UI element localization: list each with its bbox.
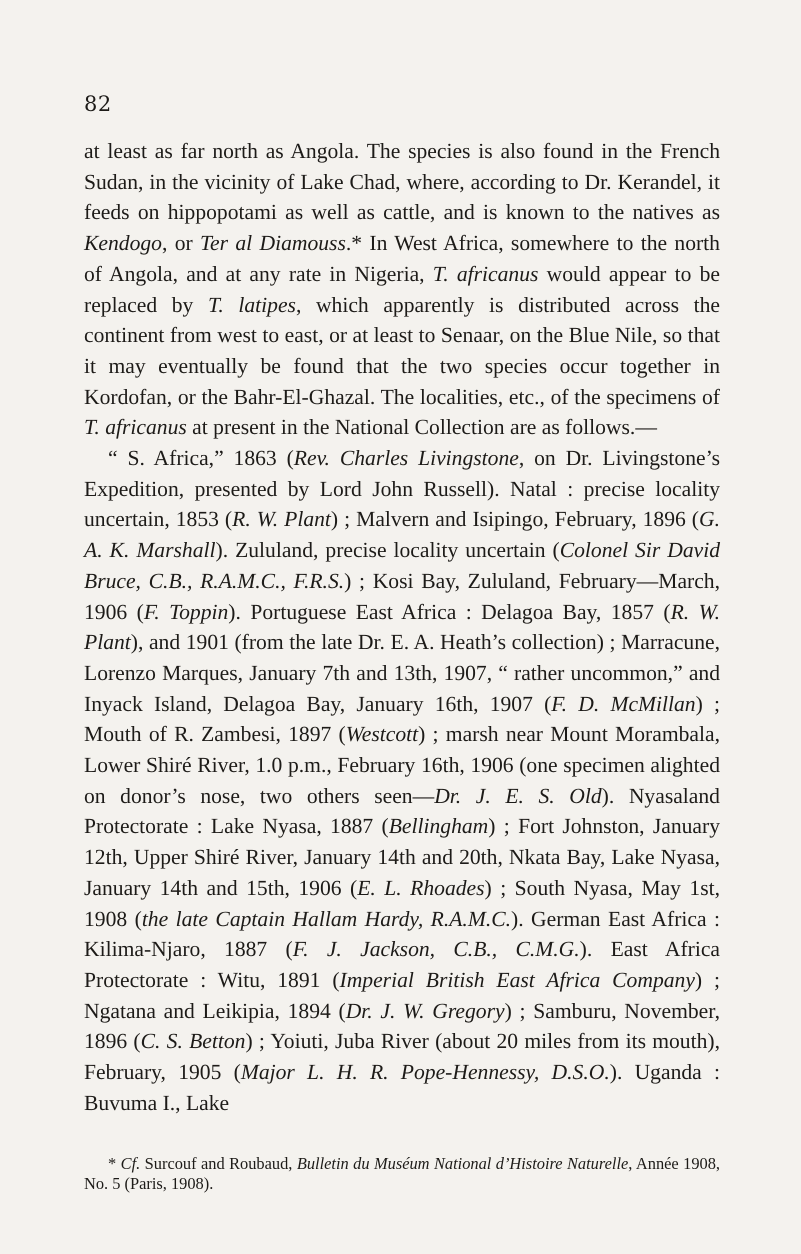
text-run: , or: [161, 231, 201, 256]
italic-text-run: Ter al Diamouss: [200, 231, 346, 256]
italic-text-run: Cf.: [120, 1154, 141, 1173]
italic-text-run: T. africanus: [432, 261, 539, 286]
paragraph: [84, 136, 720, 443]
text-run: would appear to be replaced by: [84, 261, 720, 317]
footnote: [84, 1154, 720, 1194]
text-run: ) ; marsh near Mount Morambala, Lower Shiré River, 1.0 p.m., February 16th, 1906 (one specimen alighted on donor’s nose, two others seen—: [84, 722, 720, 808]
italic-text-run: Bellingham: [388, 814, 489, 839]
text-run: ). East Africa Protectorate : Witu, 1891 (: [84, 937, 721, 992]
text-run: Surcouf and Roubaud,: [140, 1154, 297, 1173]
text-run: ) ; Yoiuti, Juba River (about 20 miles from its mouth), February, 1905 (: [84, 1029, 720, 1085]
italic-text-run: F. Toppin: [143, 599, 229, 624]
italic-text-run: Dr. J. E. S. Old: [434, 783, 602, 808]
page-number: 82: [84, 92, 112, 116]
text-run: ) ; Samburu, November, 1896 (: [84, 998, 720, 1054]
text-run: *: [108, 1154, 121, 1173]
italic-text-run: Westcott: [345, 722, 419, 747]
text-run: at present in the National Collection are as follows.—: [186, 415, 657, 440]
text-run: , which apparently is distributed across the continent from west to east, or at least to Senaar, on the Blue Nile, so that it may eventually be found that the two species occur together in Kordofan, or the Bahr-El-Ghazal. The localities, etc., of the specimens of: [84, 292, 720, 409]
text-run: ) ; Kosi Bay, Zululand, February—March, 1906 (: [84, 568, 720, 624]
text-run: ). Portuguese East Africa : Delagoa Bay, 1857 (: [228, 599, 671, 624]
text-run: .* In West Africa, somewhere to the north of Angola, and at any rate in Nigeria,: [84, 231, 720, 286]
text-run: ) ; Mouth of R. Zambesi, 1897 (: [84, 691, 720, 747]
italic-text-run: Rev. Charles Livingstone: [293, 446, 519, 471]
italic-text-run: E. L. Rhoades: [357, 875, 485, 900]
italic-text-run: C. S. Betton: [140, 1029, 246, 1054]
text-run: at least as far north as Angola. The species is also found in the French Sudan, in the vicinity of Lake Chad, where, according to Dr. Kerandel, it feeds on hippopotami as well as cattle, and is known to the natives as: [84, 139, 720, 225]
italic-text-run: Bulletin du Muséum National d’Histoire Naturelle: [296, 1154, 629, 1173]
text-run: ) ; Fort Johnston, January 12th, Upper Shiré River, January 14th and 20th, Nkata Bay, Lake Nyasa, January 14th and 15th, 1906 (: [84, 814, 721, 900]
text-run: ). Zululand, precise locality uncertain (: [215, 538, 560, 563]
italic-text-run: G. A. K. Marshall: [84, 507, 720, 563]
italic-text-run: F. J. Jackson, C.B., C.M.G.: [292, 937, 580, 962]
text-run: “ S. Africa,” 1863 (: [108, 446, 294, 471]
italic-text-run: the late Captain Hallam Hardy, R.A.M.C.: [141, 906, 512, 931]
italic-text-run: Kendogo: [84, 231, 162, 256]
italic-text-run: Dr. J. W. Gregory: [345, 998, 505, 1023]
italic-text-run: R. W. Plant: [232, 507, 331, 532]
text-run: ). Uganda : Buvuma I., Lake: [84, 1060, 720, 1115]
italic-text-run: F. D. McMillan: [551, 691, 696, 716]
text-run: ) ; Ngatana and Leikipia, 1894 (: [84, 967, 720, 1023]
italic-text-run: Colonel Sir David Bruce, C.B., R.A.M.C., F.R.S.: [84, 538, 720, 593]
italic-text-run: R. W. Plant: [84, 599, 721, 655]
text-run: ) ; South Nyasa, May 1st, 1908 (: [84, 875, 720, 931]
text-run: ) ; Malvern and Isipingo, February, 1896 (: [330, 507, 699, 532]
italic-text-run: T. africanus: [84, 415, 187, 440]
italic-text-run: Imperial British East Africa Company: [339, 967, 695, 992]
text-run: ). Nyasaland Protectorate : Lake Nyasa, 1887 (: [84, 783, 720, 839]
italic-text-run: Major L. H. R. Pope-Hennessy, D.S.O.: [240, 1060, 610, 1085]
text-run: ). German East Africa : Kilima-Njaro, 1887 (: [84, 906, 720, 962]
paragraph: [84, 443, 720, 1118]
text-run: , Année 1908, No. 5 (Paris, 1908).: [84, 1154, 721, 1193]
italic-text-run: T. latipes: [207, 292, 296, 317]
text-run: ), and 1901 (from the late Dr. E. A. Heath’s collection) ; Marracune, Lorenzo Marques, January 7th and 13th, 1907, “ rather uncommon,” and Inyack Island, Delagoa Bay, January 16th, 1907 (: [84, 630, 720, 716]
text-run: , on Dr. Livingstone’s Expedition, presented by Lord John Russell). Natal : precise locality uncertain, 1853 (: [84, 446, 720, 532]
body-text: [84, 136, 720, 1119]
